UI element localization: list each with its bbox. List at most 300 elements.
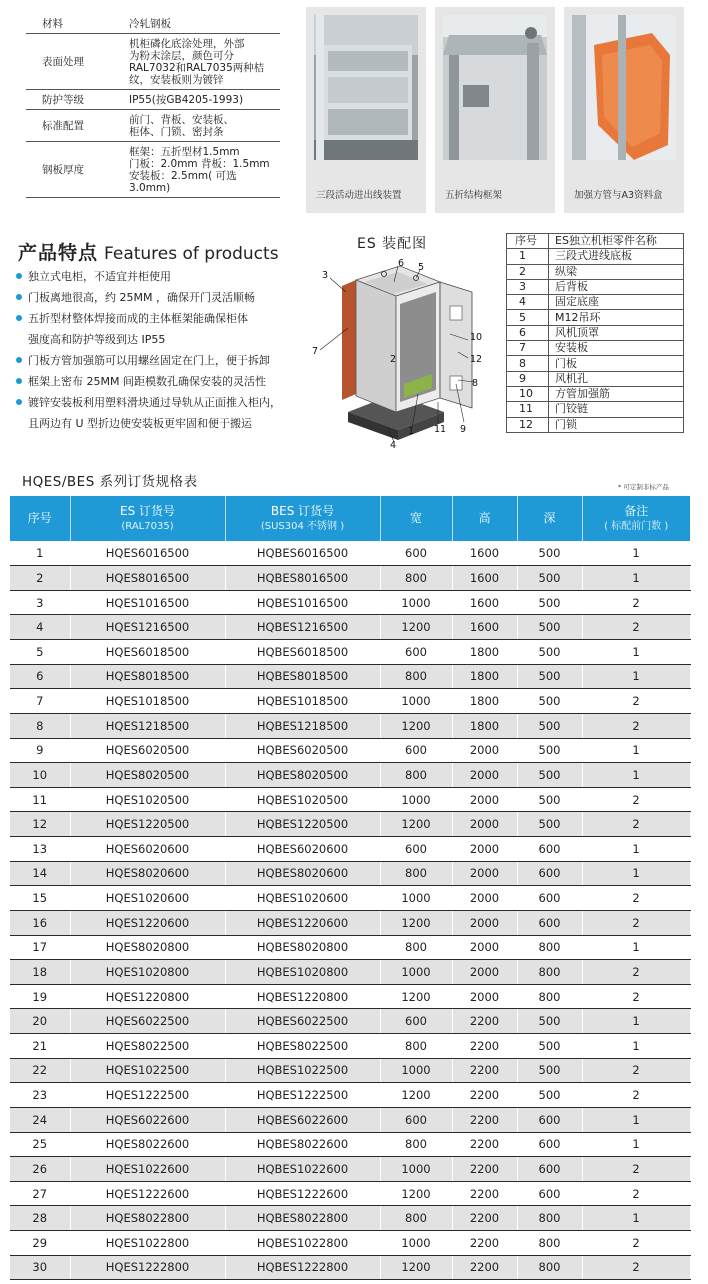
part-number: 1 bbox=[507, 249, 549, 264]
feature-text: 镀锌安装板利用塑料滑块通过导轨从正面推入柜内， 且两边有 U 型折边使安装板更牢固和便于搬运 bbox=[28, 396, 281, 430]
diagram-label: 4 bbox=[390, 440, 397, 451]
row-number: 8 bbox=[10, 713, 70, 738]
diagram-label: 6 bbox=[398, 258, 405, 269]
depth: 600 bbox=[517, 1181, 582, 1206]
height: 2000 bbox=[452, 837, 517, 862]
feature-item bbox=[16, 350, 316, 371]
feature-text: 独立式电柜，不适宜并柜使用 bbox=[28, 270, 171, 283]
part-number: 6 bbox=[507, 325, 549, 340]
front-door-count: 1 bbox=[582, 1132, 690, 1157]
row-number: 19 bbox=[10, 984, 70, 1009]
es-order-no: HQES1022600 bbox=[70, 1157, 225, 1182]
width: 800 bbox=[380, 664, 452, 689]
feature-item bbox=[16, 308, 316, 350]
bes-order-no: HQBES1222600 bbox=[225, 1181, 380, 1206]
front-door-count: 2 bbox=[582, 984, 690, 1009]
es-order-no: HQES1016500 bbox=[70, 590, 225, 615]
bes-order-no: HQBES6022600 bbox=[225, 1107, 380, 1132]
photo-card-cable-entry bbox=[306, 7, 426, 213]
es-order-no: HQES1020500 bbox=[70, 787, 225, 812]
es-order-no: HQES1022800 bbox=[70, 1231, 225, 1256]
order-header-main: BES 订货号 bbox=[270, 503, 335, 518]
parts-row bbox=[507, 264, 684, 279]
height: 2200 bbox=[452, 1255, 517, 1280]
row-number: 7 bbox=[10, 689, 70, 714]
bes-order-no: HQBES6022500 bbox=[225, 1009, 380, 1034]
spec-key: 防护等级 bbox=[42, 94, 84, 106]
width: 1200 bbox=[380, 615, 452, 640]
row-number: 23 bbox=[10, 1083, 70, 1108]
width: 800 bbox=[380, 1034, 452, 1059]
spec-value: 框架：五折型材1.5mm 门板：2.0mm 背板：1.5mm 安装板：2.5mm( 可选 3.0mm) bbox=[129, 146, 270, 194]
bes-order-no: HQBES8016500 bbox=[225, 566, 380, 591]
es-order-no: HQES1222600 bbox=[70, 1181, 225, 1206]
parts-row bbox=[507, 356, 684, 371]
row-number: 26 bbox=[10, 1157, 70, 1182]
width: 1200 bbox=[380, 713, 452, 738]
diagram-label: 10 bbox=[470, 332, 483, 343]
bes-order-no: HQBES8022500 bbox=[225, 1034, 380, 1059]
row-number: 14 bbox=[10, 861, 70, 886]
width: 1200 bbox=[380, 1255, 452, 1280]
bullet-icon bbox=[16, 273, 22, 279]
order-row bbox=[10, 1132, 690, 1157]
width: 1200 bbox=[380, 1083, 452, 1108]
order-row bbox=[10, 689, 690, 714]
order-row bbox=[10, 541, 690, 566]
row-number: 21 bbox=[10, 1034, 70, 1059]
row-number: 6 bbox=[10, 664, 70, 689]
depth: 600 bbox=[517, 886, 582, 911]
parts-table bbox=[506, 233, 684, 433]
cable-entry-photo bbox=[314, 15, 418, 160]
es-order-no: HQES8016500 bbox=[70, 566, 225, 591]
height: 2000 bbox=[452, 886, 517, 911]
order-row bbox=[10, 787, 690, 812]
width: 1000 bbox=[380, 886, 452, 911]
order-table-title: HQES/BES 系列订货规格表 bbox=[22, 474, 198, 490]
row-number: 10 bbox=[10, 763, 70, 788]
spec-value: 前门、背板、安装板、 柜体、门锁、密封条 bbox=[129, 114, 234, 138]
bes-order-no: HQBES1220800 bbox=[225, 984, 380, 1009]
row-number: 1 bbox=[10, 541, 70, 566]
es-order-no: HQES1218500 bbox=[70, 713, 225, 738]
depth: 500 bbox=[517, 566, 582, 591]
height: 1800 bbox=[452, 689, 517, 714]
bes-order-no: HQBES1222500 bbox=[225, 1083, 380, 1108]
width: 1200 bbox=[380, 984, 452, 1009]
width: 600 bbox=[380, 640, 452, 665]
es-order-no: HQES8020600 bbox=[70, 861, 225, 886]
order-row bbox=[10, 738, 690, 763]
height: 2200 bbox=[452, 1034, 517, 1059]
features-title-en: Features of products bbox=[104, 244, 279, 264]
height: 1800 bbox=[452, 640, 517, 665]
row-number: 15 bbox=[10, 886, 70, 911]
diagram-label: 3 bbox=[322, 270, 329, 281]
order-row bbox=[10, 886, 690, 911]
bullet-icon bbox=[16, 399, 22, 405]
bes-order-no: HQBES8020800 bbox=[225, 935, 380, 960]
order-row bbox=[10, 837, 690, 862]
assembly-diagram bbox=[308, 252, 504, 452]
depth: 500 bbox=[517, 787, 582, 812]
photo-caption: 加强方管与A3资料盒 bbox=[574, 190, 663, 201]
depth: 500 bbox=[517, 812, 582, 837]
part-name: 门板 bbox=[549, 356, 684, 371]
bes-order-no: HQBES1018500 bbox=[225, 689, 380, 714]
depth: 800 bbox=[517, 984, 582, 1009]
bes-order-no: HQBES8020500 bbox=[225, 763, 380, 788]
parts-row bbox=[507, 371, 684, 386]
front-door-count: 2 bbox=[582, 590, 690, 615]
fan-hole-top bbox=[450, 306, 462, 320]
part-number: 2 bbox=[507, 264, 549, 279]
parts-row bbox=[507, 310, 684, 325]
es-order-no: HQES1020800 bbox=[70, 960, 225, 985]
height: 2200 bbox=[452, 1132, 517, 1157]
parts-header-name: ES独立机柜零件名称 bbox=[549, 234, 684, 249]
spec-key: 钢板厚度 bbox=[42, 164, 84, 176]
depth: 500 bbox=[517, 763, 582, 788]
width: 800 bbox=[380, 566, 452, 591]
order-table-note: * 可定制非标产品 bbox=[618, 483, 669, 491]
part-number: 8 bbox=[507, 356, 549, 371]
bes-order-no: HQBES1022600 bbox=[225, 1157, 380, 1182]
row-number: 5 bbox=[10, 640, 70, 665]
order-row bbox=[10, 590, 690, 615]
bes-order-no: HQBES1020500 bbox=[225, 787, 380, 812]
spec-key: 表面处理 bbox=[42, 56, 84, 68]
depth: 500 bbox=[517, 664, 582, 689]
parts-row bbox=[507, 249, 684, 264]
front-door-count: 1 bbox=[582, 935, 690, 960]
bullet-icon bbox=[16, 294, 22, 300]
es-order-no: HQES1216500 bbox=[70, 615, 225, 640]
part-name: 纵梁 bbox=[549, 264, 684, 279]
bes-order-no: HQBES6016500 bbox=[225, 541, 380, 566]
order-row bbox=[10, 1083, 690, 1108]
width: 600 bbox=[380, 837, 452, 862]
row-number: 12 bbox=[10, 812, 70, 837]
height: 1600 bbox=[452, 566, 517, 591]
depth: 600 bbox=[517, 1107, 582, 1132]
es-order-no: HQES1220600 bbox=[70, 910, 225, 935]
bes-order-no: HQBES1220600 bbox=[225, 910, 380, 935]
order-header-main: 序号 bbox=[27, 511, 52, 525]
part-number: 9 bbox=[507, 371, 549, 386]
order-header-sub: (SUS304 不锈钢 ) bbox=[260, 520, 345, 532]
spec-value: 机柜磷化底涂处理，外部 为粉末涂层，颜色可分 RAL7032和RAL7035两种桔 纹，安装板则为镀锌 bbox=[129, 38, 265, 86]
front-door-count: 2 bbox=[582, 787, 690, 812]
bullet-icon bbox=[16, 315, 22, 321]
row-number: 11 bbox=[10, 787, 70, 812]
parts-row bbox=[507, 279, 684, 294]
order-header-main: ES 订货号 bbox=[119, 503, 175, 518]
height: 1800 bbox=[452, 664, 517, 689]
feature-text: 门板离地很高，约 25MM ，确保开门灵活顺畅 bbox=[28, 291, 255, 304]
row-number: 25 bbox=[10, 1132, 70, 1157]
back-panel bbox=[342, 280, 356, 400]
spec-key: 材料 bbox=[42, 18, 63, 30]
width: 800 bbox=[380, 935, 452, 960]
diagram-label: 8 bbox=[472, 378, 479, 389]
front-door-count: 2 bbox=[582, 1157, 690, 1182]
features-list bbox=[16, 266, 319, 434]
order-header-cell bbox=[380, 496, 452, 541]
height: 2200 bbox=[452, 1009, 517, 1034]
front-door-count: 2 bbox=[582, 1181, 690, 1206]
front-door-count: 1 bbox=[582, 837, 690, 862]
width: 800 bbox=[380, 861, 452, 886]
parts-row bbox=[507, 386, 684, 401]
reinforcement-photo bbox=[572, 15, 676, 160]
front-door-count: 1 bbox=[582, 763, 690, 788]
depth: 500 bbox=[517, 713, 582, 738]
part-number: 7 bbox=[507, 341, 549, 356]
bes-order-no: HQBES8022800 bbox=[225, 1206, 380, 1231]
es-order-no: HQES8022600 bbox=[70, 1132, 225, 1157]
es-order-no: HQES8022500 bbox=[70, 1034, 225, 1059]
row-number: 18 bbox=[10, 960, 70, 985]
part-name: 风机孔 bbox=[549, 371, 684, 386]
feature-text: 框架上密布 25MM 间距模数孔确保安装的灵活性 bbox=[28, 375, 266, 388]
bes-order-no: HQBES1016500 bbox=[225, 590, 380, 615]
front-door-count: 2 bbox=[582, 812, 690, 837]
row-number: 9 bbox=[10, 738, 70, 763]
height: 2000 bbox=[452, 935, 517, 960]
width: 1200 bbox=[380, 812, 452, 837]
part-name: 门锁 bbox=[549, 417, 684, 432]
height: 2200 bbox=[452, 1231, 517, 1256]
bes-order-no: HQBES1022800 bbox=[225, 1231, 380, 1256]
front-door-count: 1 bbox=[582, 1206, 690, 1231]
row-number: 4 bbox=[10, 615, 70, 640]
part-number: 12 bbox=[507, 417, 549, 432]
row-number: 13 bbox=[10, 837, 70, 862]
parts-header-row bbox=[507, 234, 684, 249]
front-door-count: 2 bbox=[582, 910, 690, 935]
row-number: 20 bbox=[10, 1009, 70, 1034]
spec-value: IP55(按GB4205-1993) bbox=[129, 94, 244, 106]
es-order-no: HQES6018500 bbox=[70, 640, 225, 665]
part-name: 固定底座 bbox=[549, 295, 684, 310]
cabinet-side bbox=[356, 280, 396, 412]
bes-order-no: HQBES1020800 bbox=[225, 960, 380, 985]
depth: 600 bbox=[517, 837, 582, 862]
feature-item bbox=[16, 392, 316, 434]
order-table bbox=[10, 496, 691, 1280]
diagram-label: 7 bbox=[312, 346, 319, 357]
depth: 500 bbox=[517, 640, 582, 665]
height: 1600 bbox=[452, 541, 517, 566]
width: 1200 bbox=[380, 1181, 452, 1206]
front-door-count: 2 bbox=[582, 713, 690, 738]
front-door-count: 1 bbox=[582, 640, 690, 665]
features-title-cn: 产品特点 bbox=[18, 242, 99, 264]
depth: 800 bbox=[517, 1231, 582, 1256]
depth: 600 bbox=[517, 1157, 582, 1182]
depth: 500 bbox=[517, 689, 582, 714]
depth: 600 bbox=[517, 1132, 582, 1157]
feature-item bbox=[16, 266, 316, 287]
es-order-no: HQES1222800 bbox=[70, 1255, 225, 1280]
diagram-label: 5 bbox=[418, 262, 425, 273]
height: 2000 bbox=[452, 738, 517, 763]
depth: 800 bbox=[517, 1255, 582, 1280]
order-row bbox=[10, 1206, 690, 1231]
width: 600 bbox=[380, 738, 452, 763]
height: 1600 bbox=[452, 590, 517, 615]
fan-hole-bottom bbox=[450, 376, 462, 390]
height: 2000 bbox=[452, 960, 517, 985]
order-row bbox=[10, 984, 690, 1009]
width: 1200 bbox=[380, 910, 452, 935]
row-number: 24 bbox=[10, 1107, 70, 1132]
height: 2200 bbox=[452, 1107, 517, 1132]
part-name: 后背板 bbox=[549, 279, 684, 294]
width: 1000 bbox=[380, 689, 452, 714]
spec-row bbox=[26, 110, 280, 142]
bes-order-no: HQBES6020500 bbox=[225, 738, 380, 763]
width: 1000 bbox=[380, 787, 452, 812]
depth: 500 bbox=[517, 541, 582, 566]
depth: 600 bbox=[517, 861, 582, 886]
parts-row bbox=[507, 341, 684, 356]
depth: 500 bbox=[517, 590, 582, 615]
width: 1000 bbox=[380, 1157, 452, 1182]
depth: 500 bbox=[517, 615, 582, 640]
feature-text: 门板方管加强筋可以用螺丝固定在门上，便于拆卸 bbox=[28, 354, 270, 367]
bes-order-no: HQBES1218500 bbox=[225, 713, 380, 738]
spec-row bbox=[26, 142, 280, 198]
width: 600 bbox=[380, 1107, 452, 1132]
es-order-no: HQES6016500 bbox=[70, 541, 225, 566]
bes-order-no: HQBES8018500 bbox=[225, 664, 380, 689]
front-door-count: 1 bbox=[582, 1107, 690, 1132]
es-order-no: HQES8022800 bbox=[70, 1206, 225, 1231]
height: 2200 bbox=[452, 1083, 517, 1108]
width: 800 bbox=[380, 1206, 452, 1231]
parts-row bbox=[507, 295, 684, 310]
es-order-no: HQES6022600 bbox=[70, 1107, 225, 1132]
order-header-cell bbox=[582, 496, 690, 541]
diagram-label: 12 bbox=[470, 354, 483, 365]
spec-row bbox=[26, 34, 280, 90]
order-row bbox=[10, 960, 690, 985]
bes-order-no: HQBES1216500 bbox=[225, 615, 380, 640]
depth: 500 bbox=[517, 1009, 582, 1034]
height: 2000 bbox=[452, 787, 517, 812]
feature-text: 五折型材整体焊接而成的主体框架能确保柜体 强度高和防护等级到达 IP55 bbox=[28, 312, 248, 346]
es-order-no: HQES6020500 bbox=[70, 738, 225, 763]
feature-item bbox=[16, 371, 316, 392]
part-number: 11 bbox=[507, 402, 549, 417]
part-number: 5 bbox=[507, 310, 549, 325]
front-door-count: 2 bbox=[582, 689, 690, 714]
diagram-label: 2 bbox=[390, 354, 397, 365]
row-number: 27 bbox=[10, 1181, 70, 1206]
features-title bbox=[18, 238, 279, 265]
es-order-no: HQES1018500 bbox=[70, 689, 225, 714]
order-row bbox=[10, 1255, 690, 1280]
es-order-no: HQES6022500 bbox=[70, 1009, 225, 1034]
order-row bbox=[10, 935, 690, 960]
order-header-sub: ( 标配前门数 ) bbox=[604, 520, 669, 532]
photo-card-reinforcement bbox=[564, 7, 684, 213]
part-name: M12吊环 bbox=[549, 310, 684, 325]
front-door-count: 1 bbox=[582, 1009, 690, 1034]
order-row bbox=[10, 1058, 690, 1083]
front-door-count: 2 bbox=[582, 886, 690, 911]
height: 1600 bbox=[452, 615, 517, 640]
order-header-cell bbox=[70, 496, 225, 541]
spec-row bbox=[26, 90, 280, 110]
front-door-count: 1 bbox=[582, 861, 690, 886]
order-row bbox=[10, 910, 690, 935]
order-row bbox=[10, 763, 690, 788]
bes-order-no: HQBES1020600 bbox=[225, 886, 380, 911]
order-row bbox=[10, 713, 690, 738]
depth: 500 bbox=[517, 1058, 582, 1083]
bullet-icon bbox=[16, 357, 22, 363]
order-row bbox=[10, 812, 690, 837]
row-number: 17 bbox=[10, 935, 70, 960]
front-door-count: 2 bbox=[582, 1231, 690, 1256]
es-order-no: HQES1220800 bbox=[70, 984, 225, 1009]
height: 2000 bbox=[452, 812, 517, 837]
part-name: 方管加强筋 bbox=[549, 386, 684, 401]
order-header-cell bbox=[517, 496, 582, 541]
row-number: 30 bbox=[10, 1255, 70, 1280]
order-header-cell bbox=[225, 496, 380, 541]
width: 1000 bbox=[380, 1231, 452, 1256]
order-row bbox=[10, 566, 690, 591]
bes-order-no: HQBES6020600 bbox=[225, 837, 380, 862]
order-header-main: 宽 bbox=[409, 511, 422, 525]
es-order-no: HQES1022500 bbox=[70, 1058, 225, 1083]
front-door-count: 1 bbox=[582, 566, 690, 591]
diagram-label: 1 bbox=[408, 426, 415, 437]
front-door-count: 2 bbox=[582, 960, 690, 985]
parts-row bbox=[507, 325, 684, 340]
spec-row bbox=[26, 14, 280, 34]
es-order-no: HQES1222500 bbox=[70, 1083, 225, 1108]
diagram-label: 11 bbox=[434, 424, 447, 435]
es-order-no: HQES8020500 bbox=[70, 763, 225, 788]
depth: 600 bbox=[517, 910, 582, 935]
es-order-no: HQES1020600 bbox=[70, 886, 225, 911]
depth: 500 bbox=[517, 1083, 582, 1108]
order-header-main: 深 bbox=[543, 511, 556, 525]
width: 600 bbox=[380, 1009, 452, 1034]
bes-order-no: HQBES1222800 bbox=[225, 1255, 380, 1280]
front-door-count: 2 bbox=[582, 1255, 690, 1280]
row-number: 2 bbox=[10, 566, 70, 591]
spec-value: 冷轧钢板 bbox=[129, 18, 171, 30]
height: 2000 bbox=[452, 861, 517, 886]
height: 2200 bbox=[452, 1058, 517, 1083]
depth: 800 bbox=[517, 935, 582, 960]
order-row bbox=[10, 1034, 690, 1059]
row-number: 29 bbox=[10, 1231, 70, 1256]
part-name: 三段式进线底板 bbox=[549, 249, 684, 264]
order-row bbox=[10, 1107, 690, 1132]
order-header-cell bbox=[10, 496, 70, 541]
es-order-no: HQES8018500 bbox=[70, 664, 225, 689]
order-row bbox=[10, 615, 690, 640]
depth: 500 bbox=[517, 1034, 582, 1059]
